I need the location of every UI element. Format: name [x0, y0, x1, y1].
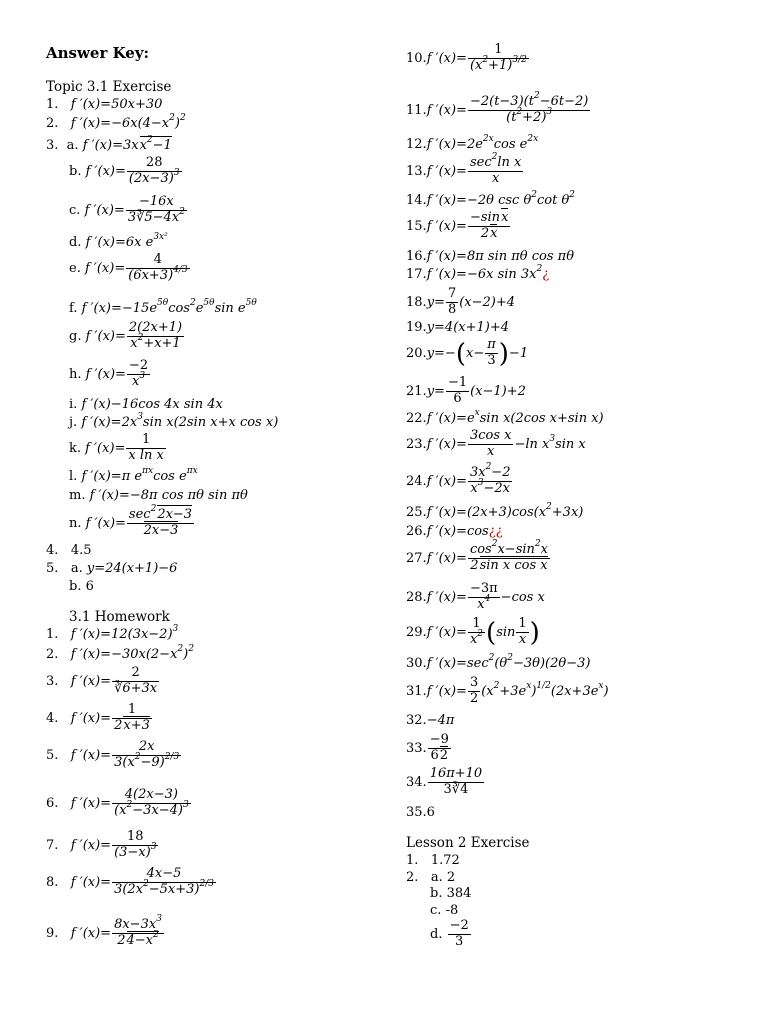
homework-item-33: 33. $\frac{-9}{62}$ — [406, 732, 449, 763]
homework-item-27: 27.f ′(x)= $\frac{\cos^2x-\sin^2x}{\text{2sin x cos x}}$ — [406, 539, 548, 573]
exercise-item-3l: l. f ′(x)=π $e^{\pi x}\cos$ $e^{\pi x}$ — [69, 466, 198, 484]
exercise-item-4: 4. 4.5 — [46, 543, 92, 558]
homework-item-7: 7. f ′(x)= $\frac{18}{(3-x)^3}$ — [46, 829, 157, 860]
homework-item-1: 1. f $'(x)=12(3x-2)^3$ — [46, 624, 179, 642]
homework-item-25: 25.f $'(x)=(2x+3)\cos(x^2+3x)$ — [406, 502, 584, 520]
homework-item-11: 11.f ′(x)= $\frac{-2(t-3)(t^2-6t-2)}{(t^2+2)^3}$ — [406, 91, 589, 125]
exercise-item-3n: n. f ′(x)= $\sec^22x-3$ 2x−3 — [69, 504, 193, 538]
exercise-item-3g: g. f ′(x)= $\frac{2(2x+1)}{x^2+x+1}$ — [69, 320, 183, 351]
lesson2-item-2c: c. -8 — [430, 903, 459, 918]
exercise-item-5b: b. 6 — [69, 579, 94, 594]
exercise-item-3m: m. f ′(x)=−8π cos πθ sin πθ — [69, 488, 248, 503]
homework-item-34: 34. $\frac{16\pi+10}{3∛4}$ — [406, 766, 483, 797]
lesson2-item-2d: d. $\frac{-2}{3}$ — [430, 918, 469, 949]
homework-item-29: 29.f ′(x)= $\frac{1}{x^2}$ (sin $\frac{1}{x}$ ) — [406, 616, 540, 648]
homework-item-30: 30.f $'(x)=\sec^2(\theta^2-3\theta)(2\theta-3)$ — [406, 653, 591, 671]
homework-item-4: 4. f ′(x)= $\frac{1}{2x+3}$ — [46, 702, 150, 733]
homework-item-13: 13.f ′(x)= $\sec^2\ln$ x x — [406, 152, 522, 186]
exercise-item-3i: i. f ′(x)−16cos 4x sin 4x — [69, 397, 223, 412]
homework-item-3: 3. f ′(x)= $\frac{2}{∛6+3x}$ — [46, 665, 158, 696]
homework-item-14: 14.f ′(x)=−2θ $\csc \theta^2\cot$ $\theta^2$ — [406, 190, 576, 208]
exercise-item-3a: 3. a. f $'(x)=3xx^2-1$ — [46, 135, 172, 153]
lesson2-item-2a: 2. a. 2 — [406, 870, 456, 885]
exercise-item-3f: f. f $'(x)=-15e^{5\theta}\cos^2e^{5\theta}\sin$ $e^{5\theta}$ — [69, 298, 257, 316]
homework-item-9: 9. f ′(x)= $\frac{8x-3x^3}{24-x^2}$ — [46, 914, 162, 948]
homework-item-2: 2. f $'(x)=-30x(2-x^2)^2$ — [46, 644, 194, 662]
exercise-item-3e: e. f ′(x)= $\frac{4}{(6x+3)^{4/3}}$ — [69, 252, 188, 283]
homework-item-17: 17.f ′(x)=−6x $\sin 3x^2¿$ — [406, 264, 550, 282]
homework-item-21: 21.y= $\frac{-1}{6}$ (x−1)+2 — [406, 375, 526, 406]
homework-item-19: 19.y=4(x+1)+4 — [406, 320, 509, 335]
lesson2-item-2b: b. 384 — [430, 886, 472, 901]
homework-item-20: 20.y=−(x− $\frac{\pi}{3}$ )−1 — [406, 337, 529, 369]
homework-item-26: 26.f ′(x)=cos¿¿ — [406, 524, 503, 539]
homework-item-35: 35.6 — [406, 805, 435, 820]
exercise-item-3k: k. f ′(x)= $\frac{1}{\text{x ln x}}$ — [69, 432, 164, 463]
homework-item-5: 5. f ′(x)= $\frac{2x}{3(x^2-9)^{2/3}}$ — [46, 739, 180, 770]
exercise-item-3j: j. f $'(x)=2x^3\sin$ x(2sin x+x cos x) — [69, 412, 279, 430]
homework-item-10: 10.f ′(x)= $\frac{1}{(x^2+1)^{3/2}}$ — [406, 42, 527, 73]
exercise-item-3d: d. f ′(x)=6x $e^{3x^2}$ — [69, 232, 168, 250]
lesson2-item-1: 1. 1.72 — [406, 853, 460, 868]
homework-item-24: 24.f ′(x)= $\frac{3x^2-2}{x^3-2x}$ — [406, 462, 511, 496]
exercise-item-3h: h. f ′(x)= $\frac{-2}{x^3}$ — [69, 358, 149, 389]
exercise-item-1: 1. f ′(x)=50x+30 — [46, 97, 163, 112]
section-heading-homework: 3.1 Homework — [69, 609, 170, 625]
exercise-item-3b: b. f ′(x)= $\frac{28}{(2x-3)^3}$ — [69, 155, 180, 186]
homework-item-12: 12.f $'(x)=2e^{2x}\cos$ $e^{2x}$ — [406, 134, 539, 152]
section-heading-lesson2: Lesson 2 Exercise — [406, 835, 530, 851]
homework-item-31: 31.f ′(x)= $\frac{3}{2}$ $(x^2+3e^x)^{1/2}(2x+3e^x)$ — [406, 675, 609, 706]
homework-item-22: 22.f $'(x)=e^x\sin$ x(2cos x+sin x) — [406, 408, 604, 426]
homework-item-28: 28.f ′(x)= $\frac{-3\pi}{x^4}$ −cos x — [406, 581, 545, 612]
exercise-item-2: 2. f $'(x)=-6x(4-x^2)^2$ — [46, 113, 186, 131]
homework-item-32: 32.−4π — [406, 713, 455, 728]
homework-item-15: 15.f ′(x)= $\frac{-\sin x}{2x}$ — [406, 210, 509, 241]
homework-item-6: 6. f ′(x)= $\frac{4(2x-3)}{(x^2-3x-4)^3}$ — [46, 787, 189, 818]
homework-item-16: 16.f ′(x)=8π sin πθ cos πθ — [406, 249, 575, 264]
homework-item-8: 8. f ′(x)= $\frac{4x-5}{3(2x^2-5x+3)^{2/3}}$ — [46, 866, 214, 897]
exercise-item-3c: c. f ′(x)= $\frac{-16x}{3∛5-4x^2}$ — [69, 194, 185, 225]
section-heading-topic-exercise: Topic 3.1 Exercise — [46, 79, 172, 95]
page-title: Answer Key: — [46, 44, 150, 62]
exercise-item-5a: 5. a. y=24(x+1)−6 — [46, 561, 178, 576]
homework-item-18: 18.y= $\frac{7}{8}$ (x−2)+4 — [406, 286, 516, 317]
homework-item-23: 23.f ′(x)= $\frac{\text{3cos x}}{x}$ −ln $x^3\sin$ x — [406, 428, 586, 459]
